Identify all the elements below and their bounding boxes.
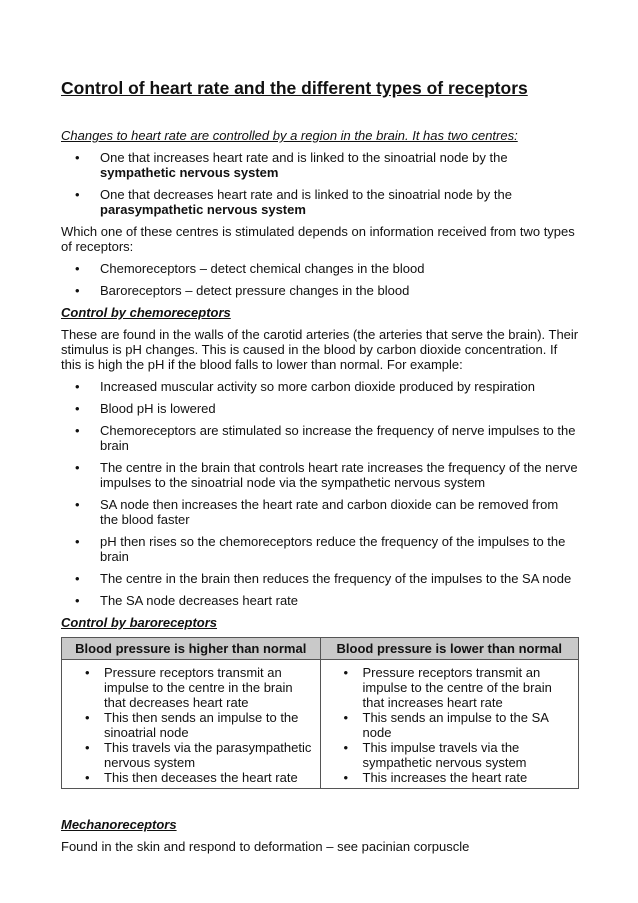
- list-item: • This impulse travels via the sympathetic nervous system: [343, 740, 527, 770]
- document-page: [61, 77, 579, 861]
- list-item: • One that increases heart rate and is linked to the sinoatrial node by the sympathetic nervous system: [75, 150, 508, 180]
- table-header: Blood pressure is lower than normal: [320, 638, 579, 660]
- table-cell: [62, 660, 321, 789]
- list-item: • Baroreceptors – detect pressure changes in the blood: [75, 283, 410, 298]
- bullet-icon: •: [75, 261, 80, 276]
- bullet-icon: •: [75, 460, 80, 475]
- list-item: • Blood pH is lowered: [75, 401, 216, 416]
- chemo-heading: Control by chemoreceptors: [61, 305, 231, 320]
- chemo-paragraph: These are found in the walls of the carotid arteries (the arteries that serve the brain). Their stimulus is pH changes. This is caused in the blood by carbon dioxide concentration. If this is high the pH if the blood falls to lower than normal. For example:: [61, 327, 579, 372]
- bullet-icon: •: [343, 710, 349, 725]
- bullet-icon: •: [75, 423, 80, 438]
- list-item: • One that decreases heart rate and is linked to the sinoatrial node by the parasympathetic nervous system: [75, 187, 512, 217]
- list-item: • This increases the heart rate: [343, 770, 528, 785]
- list-item: • This then sends an impulse to the sinoatrial node: [85, 710, 299, 740]
- list-item: • This travels via the parasympathetic nervous system: [85, 740, 312, 770]
- bullet-icon: •: [343, 770, 349, 785]
- bullet-icon: •: [85, 770, 90, 785]
- list-item: • SA node then increases the heart rate and carbon dioxide can be removed from the blood faster: [75, 497, 559, 527]
- bullet-icon: •: [75, 379, 80, 394]
- mechano-heading: Mechanoreceptors: [61, 817, 177, 832]
- bullet-icon: •: [75, 534, 80, 549]
- bullet-icon: •: [75, 593, 80, 608]
- bullet-icon: •: [75, 497, 80, 512]
- bullet-icon: •: [85, 740, 90, 755]
- baroreceptor-table: [61, 637, 579, 789]
- bullet-icon: •: [75, 187, 80, 202]
- centres-list: [61, 150, 579, 217]
- which-paragraph: Which one of these centres is stimulated depends on information received from two types of receptors:: [61, 224, 575, 254]
- bullet-icon: •: [343, 740, 349, 755]
- baro-heading: Control by baroreceptors: [61, 615, 218, 630]
- list-item: • Chemoreceptors – detect chemical changes in the blood: [75, 261, 425, 276]
- bullet-icon: •: [85, 665, 90, 680]
- chemo-steps-list: [61, 379, 579, 608]
- list-item: • pH then rises so the chemoreceptors reduce the frequency of the impulses to the brain: [75, 534, 566, 564]
- bullet-icon: •: [75, 150, 80, 165]
- list-item: • Pressure receptors transmit an impulse to the centre of the brain that increases heart rate: [343, 665, 552, 710]
- receptor-types-list: [61, 261, 579, 298]
- bullet-icon: •: [85, 710, 90, 725]
- bullet-icon: •: [75, 401, 80, 416]
- mechano-text: Found in the skin and respond to deformation – see pacinian corpuscle: [61, 839, 470, 854]
- bullet-icon: •: [343, 665, 349, 680]
- list-item: • Chemoreceptors are stimulated so increase the frequency of nerve impulses to the brain: [75, 423, 576, 453]
- list-item: • Increased muscular activity so more carbon dioxide produced by respiration: [75, 379, 535, 394]
- list-item: • This sends an impulse to the SA node: [343, 710, 549, 740]
- list-item: • This then deceases the heart rate: [85, 770, 298, 785]
- list-item: • The SA node decreases heart rate: [75, 593, 299, 608]
- bullet-icon: •: [75, 283, 80, 298]
- list-item: • Pressure receptors transmit an impulse to the centre in the brain that decreases heart rate: [85, 665, 293, 710]
- list-item: • The centre in the brain then reduces the frequency of the impulses to the SA node: [75, 571, 572, 586]
- bullet-icon: •: [75, 571, 80, 586]
- intro-text: Changes to heart rate are controlled by a region in the brain. It has two centres:: [61, 128, 518, 143]
- list-item: • The centre in the brain that controls heart rate increases the frequency of the nerve impulses to the sinoatrial node via the sympathetic nervous system: [75, 460, 578, 490]
- table-cell: [320, 660, 579, 789]
- page-title: Control of heart rate and the different types of receptors: [61, 78, 528, 98]
- table-header: Blood pressure is higher than normal: [62, 638, 321, 660]
